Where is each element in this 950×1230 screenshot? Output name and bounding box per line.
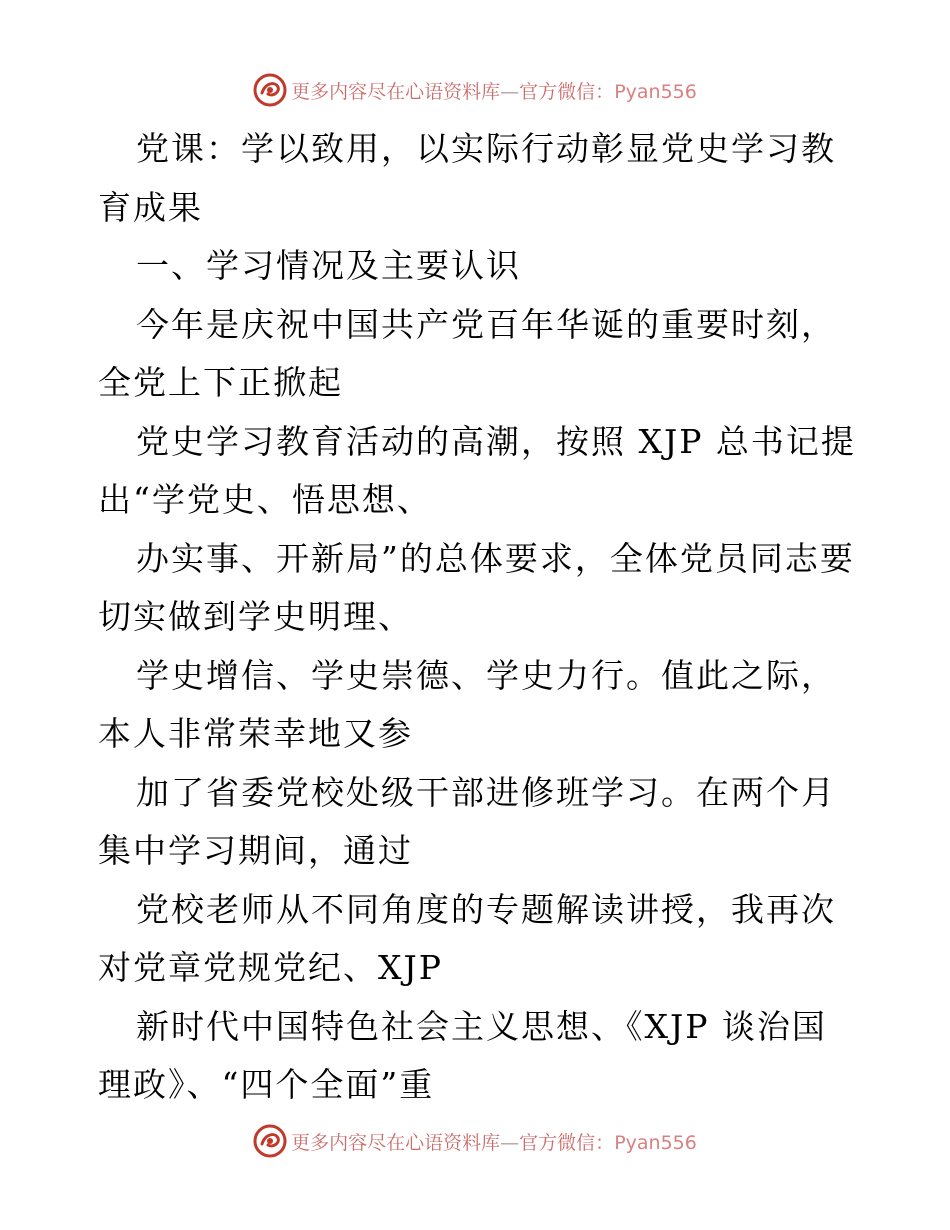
body-paragraph: 党校老师从不同角度的专题解读讲授，我再次对党章党规党纪、XJP	[98, 889, 836, 987]
header-watermark	[0, 70, 950, 110]
body-paragraph: 办实事、开新局”的总体要求，全体党员同志要切实做到学史明理、	[98, 538, 855, 636]
footer-watermark	[0, 1121, 950, 1161]
red-swirl-seal-icon	[253, 73, 287, 107]
body-paragraph: 学史增信、学史崇德、学史力行。值此之际，本人非常荣幸地又参	[98, 655, 836, 753]
body-paragraph: 加了省委党校处级干部进修班学习。在两个月集中学习期间，通过	[98, 772, 836, 870]
body-paragraph: 今年是庆祝中国共产党百年华诞的重要时刻，全党上下正掀起	[98, 304, 836, 402]
document-title: 党课：学以致用，以实际行动彰显党史学习教育成果	[98, 129, 836, 227]
section-heading: 一、学习情况及主要认识	[136, 246, 521, 285]
red-swirl-seal-icon	[253, 1124, 287, 1158]
document-body	[98, 120, 858, 1115]
body-paragraph: 党史学习教育活动的高潮，按照 XJP 总书记提出“学党史、悟思想、	[98, 421, 856, 519]
watermark-text: 更多内容尽在心语资料库—官方微信：Pyan556	[291, 80, 697, 103]
watermark-text: 更多内容尽在心语资料库—官方微信：Pyan556	[291, 1131, 697, 1154]
body-paragraph: 新时代中国特色社会主义思想、《XJP 谈治国理政》、“四个全面”重	[98, 1006, 827, 1104]
